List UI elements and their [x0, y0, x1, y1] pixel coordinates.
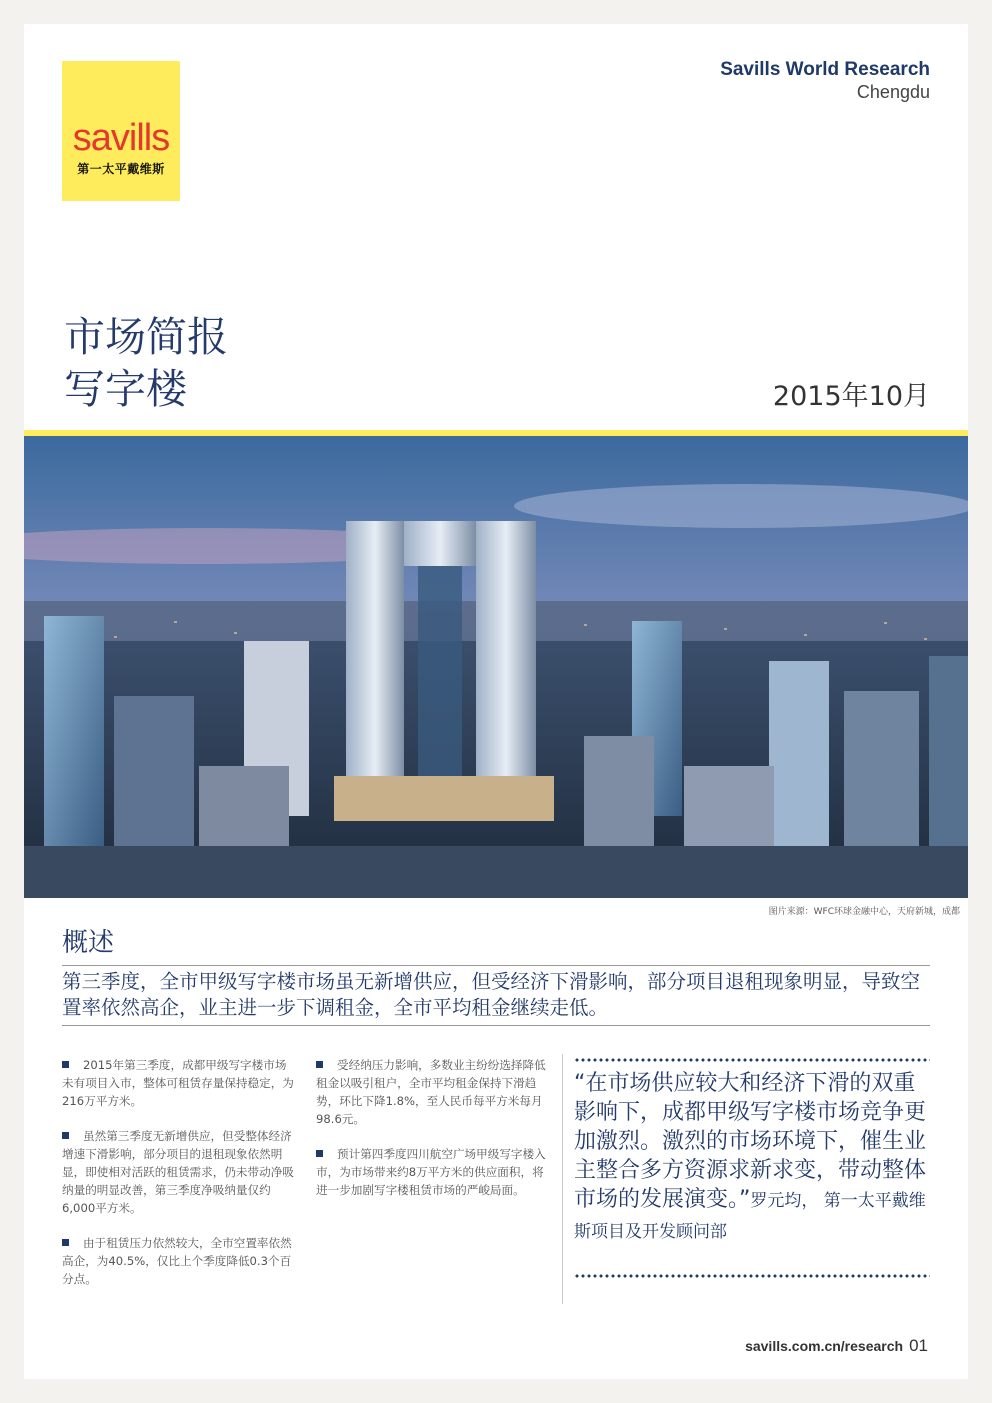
research-link[interactable]: savills.com.cn/research [745, 1338, 904, 1354]
photo-credit: 图片来源：WFC环球金融中心，天府新城，成都 [768, 907, 960, 917]
dotted-rule-bottom [574, 1274, 930, 1278]
report-page [24, 24, 968, 1379]
dotted-rule-top [574, 1058, 930, 1062]
savills-logo[interactable] [62, 61, 180, 201]
square-bullet-icon [316, 1061, 323, 1068]
overview-lead: 第三季度，全市甲级写字楼市场虽无新增供应，但受经济下滑影响，部分项目退租现象明显，导致空置率依然高企，业主进一步下调租金，全市平均租金继续走低。 [62, 970, 921, 1019]
brand-city: Chengdu [856, 82, 930, 102]
square-bullet-icon [316, 1150, 323, 1157]
bullet-item: 虽然第三季度无新增供应，但受整体经济增速下滑影响，部分项目的退租现象依然明显，即使相对活跃的租赁需求，仍未带动净吸纳量的明显改善，第三季度净吸纳量仅约6,000平方米。 [62, 1129, 294, 1215]
square-bullet-icon [62, 1061, 69, 1068]
bullet-item: 由于租赁压力依然较大，全市空置率依然高企，为40.5%，仅比上个季度降低0.3个百分点。 [62, 1236, 292, 1286]
quote-attribution: 罗元均， 第一太平戴维斯项目及开发顾问部 [574, 1191, 926, 1242]
square-bullet-icon [62, 1132, 69, 1139]
hero-image [24, 436, 968, 898]
bullet-item: 受经纳压力影响，多数业主纷纷选择降低租金以吸引租户，全市平均租金保持下滑趋势，环比下降1.8%，至人民币每平方米每月98.6元。 [316, 1058, 546, 1126]
logo-chinese-name: 第一太平戴维斯 [77, 162, 165, 176]
square-bullet-icon [62, 1239, 69, 1246]
issue-date: 2015年10月 [772, 381, 930, 412]
bullet-item: 预计第四季度四川航空广场甲级写字楼入市，为市场带来约8万平方米的供应面积，将进一步加剧写字楼租赁市场的严峻局面。 [316, 1147, 546, 1197]
bullet-column-left [62, 1056, 297, 1305]
bullet-item: 2015年第三季度，成都甲级写字楼市场未有项目入市，整体可租赁存量保持稳定，为216万平方米。 [62, 1058, 294, 1108]
bullet-column-middle [316, 1056, 551, 1216]
report-title: 市场简报 [64, 313, 228, 361]
logo-wordmark: savills [72, 117, 170, 159]
pull-quote [574, 1069, 934, 1247]
page-number: 01 [909, 1336, 928, 1355]
quote-text: “在市场供应较大和经济下滑的双重影响下，成都甲级写字楼市场竞争更加激烈。激烈的市场环境下，催生业主整合多方资源求新求变，带动整体市场的发展演变。” [574, 1071, 927, 1212]
page-footer [745, 1336, 928, 1356]
divider-line [62, 1025, 930, 1026]
divider-line [62, 965, 930, 966]
column-separator [562, 1054, 563, 1304]
brand-title: Savills World Research [720, 59, 930, 80]
section-heading-overview: 概述 [62, 928, 115, 958]
report-subtitle: 写字楼 [64, 365, 187, 413]
